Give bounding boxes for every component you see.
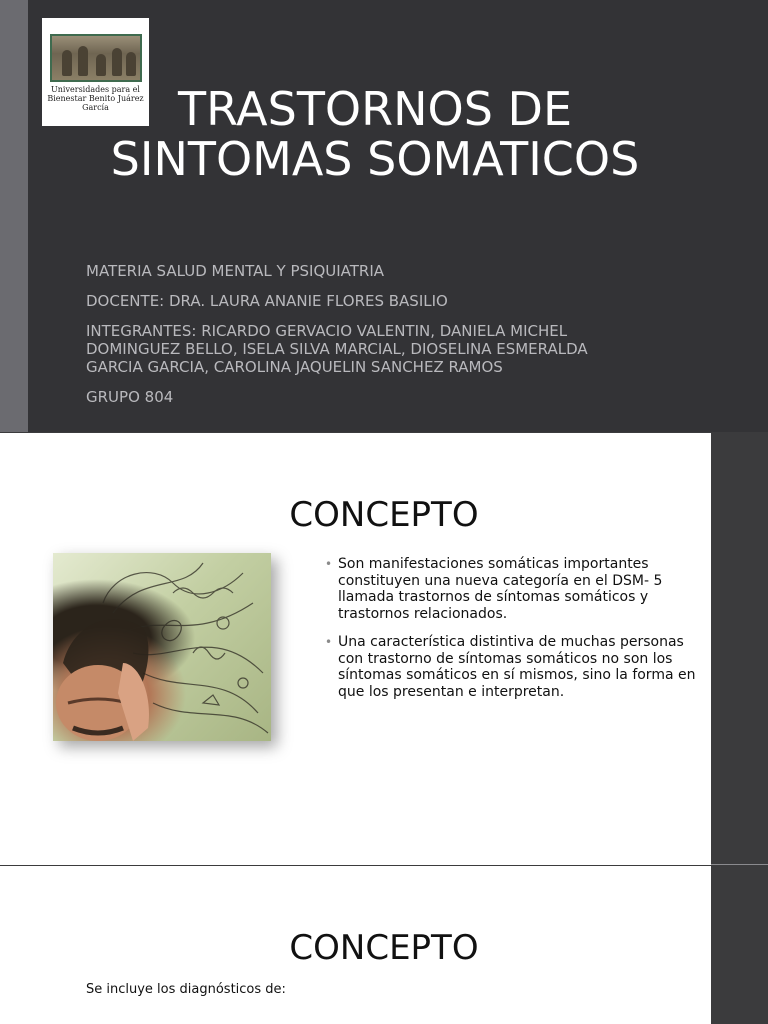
docente-text: DOCENTE: DRA. LAURA ANANIE FLORES BASILIO: [86, 292, 448, 310]
title-line-2: SINTOMAS SOMATICOS: [110, 132, 640, 186]
slide-title: CONCEPTO: [289, 495, 479, 535]
bullet-dot-icon: •: [325, 557, 333, 571]
bullet-item: [322, 556, 702, 622]
concepto-bullet-list: [322, 556, 702, 712]
bullet-item: [322, 634, 702, 700]
concepto-slide: [0, 433, 711, 865]
title-slide: [0, 0, 768, 432]
slide-title: CONCEPTO: [289, 928, 479, 968]
logo-text: Universidades para el Bienestar Benito Juárez García: [47, 85, 144, 112]
logo-mural-image: [50, 34, 142, 82]
bullet-dot-icon: •: [325, 635, 333, 649]
bullet-text: Son manifestaciones somáticas importantes constituyen una nueva categoría en el DSM- 5 llamada trastornos de síntomas somáticos y trastornos relacionados.: [338, 556, 663, 622]
presentation-info: [86, 262, 646, 418]
bullet-text: Una característica distintiva de muchas personas con trastorno de síntomas somáticos no son los síntomas somáticos en sí mismos, sino la forma en que los presentan e interpretan.: [338, 634, 696, 700]
grupo-text: GRUPO 804: [86, 388, 174, 406]
slide-body-text: Se incluye los diagnósticos de:: [86, 982, 286, 997]
concepto-slide-2: [0, 866, 711, 1024]
materia-text: MATERIA SALUD MENTAL Y PSIQUIATRIA: [86, 262, 385, 280]
presentation-title: [60, 84, 690, 184]
title-line-1: TRASTORNOS DE: [177, 82, 573, 136]
integrantes-text: INTEGRANTES: RICARDO GERVACIO VALENTIN, DANIELA MICHEL DOMINGUEZ BELLO, ISELA SILVA MARCIAL, DIOSELINA ESMERALDA GARCIA GARCIA, CAROLINA JAQUELIN SANCHEZ RAMOS: [86, 322, 588, 376]
stressed-man-photo: [53, 553, 271, 741]
slide-divider: [711, 864, 768, 865]
slide-side-bar: [0, 0, 28, 432]
